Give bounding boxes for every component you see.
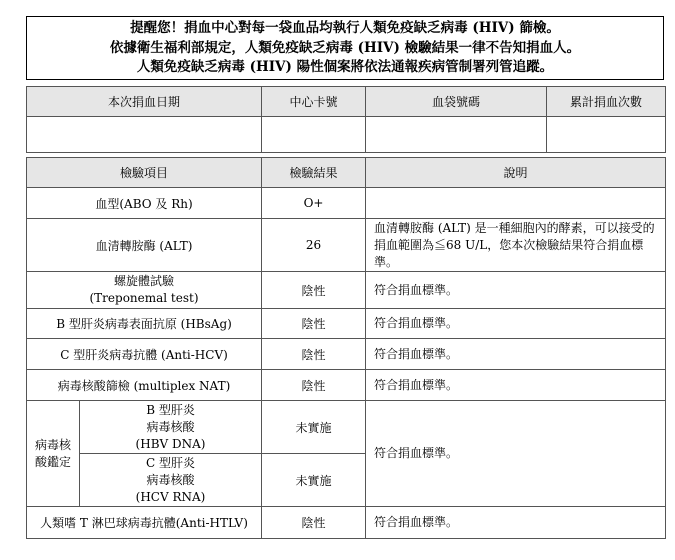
table-row	[27, 370, 666, 401]
nat-group-label	[27, 401, 80, 507]
nat-group-label-line-2: 酸鑑定	[34, 454, 71, 469]
header-card-number: 中心卡號	[262, 87, 366, 117]
header-test-result: 檢驗結果	[262, 158, 366, 188]
item-hbv-line-2: 病毒核酸	[146, 419, 195, 434]
table-row	[27, 188, 666, 219]
result-hbsag: 陰性	[262, 309, 366, 339]
header-explanation: 說明	[366, 158, 666, 188]
item-hbv-line-1: B 型肝炎	[146, 402, 195, 417]
hiv-notice-box	[26, 16, 664, 80]
item-blood-type: 血型(ABO 及 Rh)	[27, 188, 262, 219]
note-nat-group: 符合捐血標準。	[366, 401, 666, 507]
item-treponemal-line-1: 螺旋體試驗	[114, 274, 175, 288]
item-alt: 血清轉胺酶 (ALT)	[27, 219, 262, 272]
note-anti-hcv: 符合捐血標準。	[366, 339, 666, 370]
item-hbv-dna	[80, 401, 262, 454]
result-anti-htlv: 陰性	[262, 507, 366, 539]
header-donation-date: 本次捐血日期	[27, 87, 262, 117]
result-anti-hcv: 陰性	[262, 339, 366, 370]
notice-line-1: 提醒您！捐血中心對每一袋血品均執行人類免疫缺乏病毒 (HIV) 篩檢。	[130, 20, 560, 36]
item-hbv-line-3: (HBV DNA)	[135, 436, 206, 451]
item-hcv-line-3: (HCV RNA)	[135, 489, 206, 504]
note-blood-type	[366, 188, 666, 219]
item-hcv-rna	[80, 454, 262, 507]
donation-info-table	[26, 86, 666, 153]
item-anti-htlv: 人類嗜 T 淋巴球病毒抗體(Anti-HTLV)	[27, 507, 262, 539]
header-bag-number: 血袋號碼	[366, 87, 547, 117]
table-row	[27, 339, 666, 370]
table-row	[27, 309, 666, 339]
header-test-item: 檢驗項目	[27, 158, 262, 188]
item-nat: 病毒核酸篩檢 (multiplex NAT)	[27, 370, 262, 401]
table-row	[27, 401, 666, 454]
test-results-table	[26, 157, 666, 539]
note-hbsag: 符合捐血標準。	[366, 309, 666, 339]
item-anti-hcv: C 型肝炎病毒抗體 (Anti-HCV)	[27, 339, 262, 370]
item-hbsag: B 型肝炎病毒表面抗原 (HBsAg)	[27, 309, 262, 339]
notice-line-3: 人類免疫缺乏病毒 (HIV) 陽性個案將依法通報疾病管制署列管追蹤。	[136, 59, 554, 75]
header-total-donations: 累計捐血次數	[547, 87, 666, 117]
nat-group-label-line-1: 病毒核	[34, 437, 71, 452]
result-hcv-rna: 未實施	[262, 454, 366, 507]
cell-card-number	[262, 117, 366, 153]
result-blood-type: O+	[262, 188, 366, 219]
item-treponemal	[27, 272, 262, 309]
item-hcv-line-2: 病毒核酸	[146, 472, 195, 487]
result-treponemal: 陰性	[262, 272, 366, 309]
table-row	[27, 219, 666, 272]
cell-bag-number	[366, 117, 547, 153]
table-row	[27, 507, 666, 539]
result-hbv-dna: 未實施	[262, 401, 366, 454]
note-nat: 符合捐血標準。	[366, 370, 666, 401]
cell-donation-date	[27, 117, 262, 153]
result-alt: 26	[262, 219, 366, 272]
result-nat: 陰性	[262, 370, 366, 401]
note-anti-htlv: 符合捐血標準。	[366, 507, 666, 539]
cell-total-donations	[547, 117, 666, 153]
notice-line-2: 依據衛生福利部規定，人類免疫缺乏病毒 (HIV) 檢驗結果一律不告知捐血人。	[109, 39, 581, 56]
note-alt: 血清轉胺酶 (ALT) 是一種細胞內的酵素，可以接受的捐血範圍為≦68 U/L，您本次檢驗結果符合捐血標準。	[366, 219, 666, 272]
note-treponemal: 符合捐血標準。	[366, 272, 666, 309]
table-row	[27, 272, 666, 309]
item-treponemal-line-2: (Treponemal test)	[89, 291, 199, 305]
item-hcv-line-1: C 型肝炎	[146, 455, 195, 470]
